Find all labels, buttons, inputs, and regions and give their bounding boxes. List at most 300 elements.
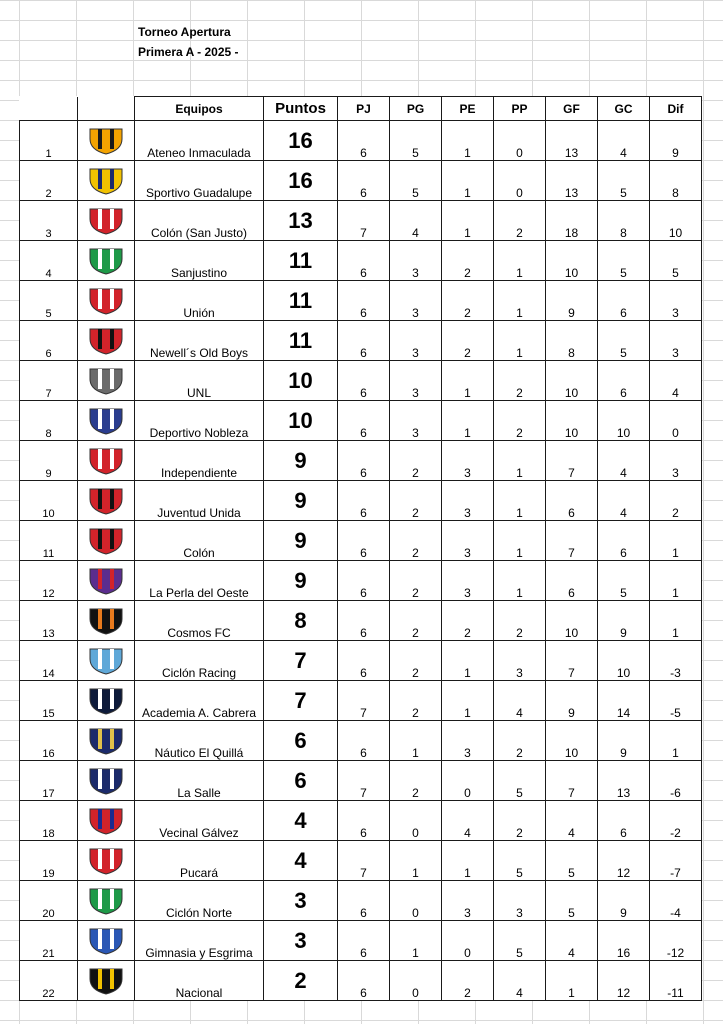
pp-cell: 2 [494, 401, 546, 441]
gc-cell: 13 [598, 761, 650, 801]
position-cell: 9 [20, 441, 78, 481]
pe-cell: 3 [442, 481, 494, 521]
pp-cell: 2 [494, 361, 546, 401]
newells-crest-icon [84, 327, 128, 355]
pp-cell: 5 [494, 841, 546, 881]
gf-cell: 10 [546, 361, 598, 401]
academia-cabrera-crest-icon [84, 687, 128, 715]
standings-table [19, 96, 702, 1001]
dif-cell: 9 [650, 121, 702, 161]
dif-cell: 3 [650, 321, 702, 361]
gf-cell: 7 [546, 441, 598, 481]
pj-cell: 6 [338, 161, 390, 201]
gf-cell: 10 [546, 401, 598, 441]
crest-cell [78, 681, 135, 721]
colon-san-justo-crest-icon [84, 207, 128, 235]
gc-cell: 10 [598, 401, 650, 441]
gc-cell: 9 [598, 721, 650, 761]
table-row [20, 921, 702, 961]
gc-cell: 5 [598, 241, 650, 281]
position-cell: 13 [20, 601, 78, 641]
pj-cell: 6 [338, 281, 390, 321]
dif-cell: 4 [650, 361, 702, 401]
dif-cell: -6 [650, 761, 702, 801]
pg-cell: 2 [390, 761, 442, 801]
gc-cell: 4 [598, 441, 650, 481]
table-row [20, 681, 702, 721]
dif-cell: 10 [650, 201, 702, 241]
gf-cell: 10 [546, 601, 598, 641]
union-crest-icon [84, 287, 128, 315]
crest-cell [78, 641, 135, 681]
points-cell: 11 [264, 241, 338, 281]
pp-cell: 4 [494, 681, 546, 721]
pe-cell: 1 [442, 201, 494, 241]
gc-cell: 12 [598, 961, 650, 1001]
pg-cell: 3 [390, 281, 442, 321]
pg-cell: 5 [390, 161, 442, 201]
division-subtitle: Primera A - 2025 - [138, 45, 239, 59]
ateneo-crest-icon [84, 127, 128, 155]
points-cell: 4 [264, 841, 338, 881]
pj-cell: 6 [338, 641, 390, 681]
table-row [20, 881, 702, 921]
team-name: Cosmos FC [135, 601, 264, 641]
team-name: Unión [135, 281, 264, 321]
points-cell: 11 [264, 281, 338, 321]
nacional-crest-icon [84, 967, 128, 995]
table-row [20, 441, 702, 481]
pj-cell: 6 [338, 561, 390, 601]
crest-cell [78, 521, 135, 561]
crest-cell [78, 721, 135, 761]
pe-cell: 2 [442, 321, 494, 361]
points-cell: 9 [264, 481, 338, 521]
pe-cell: 2 [442, 601, 494, 641]
pe-cell: 0 [442, 761, 494, 801]
pp-cell: 4 [494, 961, 546, 1001]
position-cell: 17 [20, 761, 78, 801]
pe-cell: 1 [442, 401, 494, 441]
gc-cell: 4 [598, 481, 650, 521]
pp-cell: 2 [494, 201, 546, 241]
gf-cell: 6 [546, 561, 598, 601]
pj-cell: 6 [338, 881, 390, 921]
colon-crest-icon [84, 527, 128, 555]
nautico-crest-icon [84, 727, 128, 755]
points-cell: 10 [264, 361, 338, 401]
dif-cell: 3 [650, 441, 702, 481]
pg-cell: 2 [390, 601, 442, 641]
gc-cell: 16 [598, 921, 650, 961]
pg-cell: 2 [390, 521, 442, 561]
pg-cell: 5 [390, 121, 442, 161]
header-gf: GF [546, 97, 598, 121]
pp-cell: 3 [494, 641, 546, 681]
gf-cell: 10 [546, 241, 598, 281]
crest-cell [78, 441, 135, 481]
pe-cell: 4 [442, 801, 494, 841]
table-row [20, 841, 702, 881]
points-cell: 2 [264, 961, 338, 1001]
header-points: Puntos [264, 97, 338, 121]
pj-cell: 7 [338, 761, 390, 801]
position-cell: 21 [20, 921, 78, 961]
pj-cell: 6 [338, 321, 390, 361]
crest-cell [78, 561, 135, 601]
gc-cell: 5 [598, 161, 650, 201]
header-pj: PJ [338, 97, 390, 121]
points-cell: 10 [264, 401, 338, 441]
pp-cell: 3 [494, 881, 546, 921]
position-cell: 11 [20, 521, 78, 561]
crest-cell [78, 161, 135, 201]
crest-cell [78, 801, 135, 841]
position-cell: 12 [20, 561, 78, 601]
position-cell: 6 [20, 321, 78, 361]
dif-cell: -3 [650, 641, 702, 681]
pj-cell: 7 [338, 201, 390, 241]
pg-cell: 3 [390, 241, 442, 281]
points-cell: 8 [264, 601, 338, 641]
pe-cell: 1 [442, 161, 494, 201]
team-name: Juventud Unida [135, 481, 264, 521]
gimnasia-crest-icon [84, 927, 128, 955]
gc-cell: 9 [598, 601, 650, 641]
gc-cell: 5 [598, 321, 650, 361]
gf-cell: 6 [546, 481, 598, 521]
pj-cell: 7 [338, 841, 390, 881]
pg-cell: 3 [390, 321, 442, 361]
la-salle-crest-icon [84, 767, 128, 795]
crest-cell [78, 961, 135, 1001]
ciclon-norte-crest-icon [84, 887, 128, 915]
team-name: Independiente [135, 441, 264, 481]
pp-cell: 2 [494, 721, 546, 761]
position-cell: 10 [20, 481, 78, 521]
pp-cell: 1 [494, 561, 546, 601]
pp-cell: 0 [494, 121, 546, 161]
crest-cell [78, 321, 135, 361]
points-cell: 6 [264, 721, 338, 761]
gc-cell: 5 [598, 561, 650, 601]
pp-cell: 1 [494, 441, 546, 481]
guadalupe-crest-icon [84, 167, 128, 195]
pe-cell: 3 [442, 521, 494, 561]
header-pp: PP [494, 97, 546, 121]
header-pe: PE [442, 97, 494, 121]
points-cell: 9 [264, 441, 338, 481]
position-cell: 22 [20, 961, 78, 1001]
pe-cell: 1 [442, 841, 494, 881]
pp-cell: 1 [494, 481, 546, 521]
table-row [20, 281, 702, 321]
gf-cell: 7 [546, 761, 598, 801]
points-cell: 16 [264, 121, 338, 161]
pg-cell: 0 [390, 881, 442, 921]
dif-cell: 0 [650, 401, 702, 441]
crest-cell [78, 361, 135, 401]
pj-cell: 6 [338, 401, 390, 441]
pg-cell: 1 [390, 841, 442, 881]
pj-cell: 6 [338, 961, 390, 1001]
points-cell: 9 [264, 561, 338, 601]
gc-cell: 10 [598, 641, 650, 681]
gc-cell: 6 [598, 801, 650, 841]
position-cell: 1 [20, 121, 78, 161]
team-name: Ateneo Inmaculada [135, 121, 264, 161]
table-row [20, 401, 702, 441]
pp-cell: 2 [494, 601, 546, 641]
pp-cell: 1 [494, 521, 546, 561]
standings-body [20, 121, 702, 1001]
juventud-unida-crest-icon [84, 487, 128, 515]
dif-cell: 1 [650, 601, 702, 641]
dif-cell: 3 [650, 281, 702, 321]
gf-cell: 7 [546, 521, 598, 561]
gc-cell: 6 [598, 361, 650, 401]
team-name: Colón (San Justo) [135, 201, 264, 241]
points-cell: 7 [264, 641, 338, 681]
crest-cell [78, 121, 135, 161]
header-blank-logo [78, 97, 135, 121]
team-name: La Perla del Oeste [135, 561, 264, 601]
position-cell: 19 [20, 841, 78, 881]
table-row [20, 361, 702, 401]
pj-cell: 6 [338, 241, 390, 281]
pe-cell: 2 [442, 281, 494, 321]
crest-cell [78, 281, 135, 321]
team-name: Ciclón Norte [135, 881, 264, 921]
pe-cell: 2 [442, 961, 494, 1001]
position-cell: 14 [20, 641, 78, 681]
pg-cell: 2 [390, 561, 442, 601]
dif-cell: -2 [650, 801, 702, 841]
points-cell: 9 [264, 521, 338, 561]
sheet-titles [138, 22, 239, 62]
dif-cell: -4 [650, 881, 702, 921]
dif-cell: 1 [650, 721, 702, 761]
position-cell: 4 [20, 241, 78, 281]
crest-cell [78, 841, 135, 881]
team-name: Deportivo Nobleza [135, 401, 264, 441]
team-name: Newell´s Old Boys [135, 321, 264, 361]
crest-cell [78, 881, 135, 921]
team-name: Pucará [135, 841, 264, 881]
pe-cell: 1 [442, 121, 494, 161]
pe-cell: 1 [442, 361, 494, 401]
team-name: Náutico El Quillá [135, 721, 264, 761]
pg-cell: 2 [390, 481, 442, 521]
crest-cell [78, 201, 135, 241]
table-row [20, 201, 702, 241]
pe-cell: 3 [442, 441, 494, 481]
gf-cell: 9 [546, 281, 598, 321]
gf-cell: 13 [546, 121, 598, 161]
gc-cell: 12 [598, 841, 650, 881]
pg-cell: 3 [390, 401, 442, 441]
team-name: Nacional [135, 961, 264, 1001]
team-name: UNL [135, 361, 264, 401]
dif-cell: 1 [650, 521, 702, 561]
pg-cell: 2 [390, 441, 442, 481]
crest-cell [78, 601, 135, 641]
dif-cell: -12 [650, 921, 702, 961]
team-name: Vecinal Gálvez [135, 801, 264, 841]
table-row [20, 481, 702, 521]
dif-cell: 2 [650, 481, 702, 521]
table-row [20, 961, 702, 1001]
header-dif: Dif [650, 97, 702, 121]
table-row [20, 721, 702, 761]
gf-cell: 18 [546, 201, 598, 241]
position-cell: 2 [20, 161, 78, 201]
pg-cell: 3 [390, 361, 442, 401]
table-row [20, 321, 702, 361]
position-cell: 18 [20, 801, 78, 841]
table-row [20, 161, 702, 201]
points-cell: 13 [264, 201, 338, 241]
dif-cell: 1 [650, 561, 702, 601]
points-cell: 16 [264, 161, 338, 201]
gf-cell: 5 [546, 881, 598, 921]
position-cell: 3 [20, 201, 78, 241]
team-name: Gimnasia y Esgrima [135, 921, 264, 961]
dif-cell: -7 [650, 841, 702, 881]
cosmos-crest-icon [84, 607, 128, 635]
team-name: Sanjustino [135, 241, 264, 281]
table-row [20, 521, 702, 561]
pe-cell: 3 [442, 721, 494, 761]
pg-cell: 2 [390, 641, 442, 681]
header-blank-pos [20, 97, 78, 121]
dif-cell: 5 [650, 241, 702, 281]
position-cell: 5 [20, 281, 78, 321]
pg-cell: 0 [390, 961, 442, 1001]
pj-cell: 6 [338, 801, 390, 841]
table-row [20, 801, 702, 841]
position-cell: 16 [20, 721, 78, 761]
gf-cell: 7 [546, 641, 598, 681]
team-name: Academia A. Cabrera [135, 681, 264, 721]
vecinal-galvez-crest-icon [84, 807, 128, 835]
crest-cell [78, 241, 135, 281]
gc-cell: 9 [598, 881, 650, 921]
pg-cell: 4 [390, 201, 442, 241]
tournament-title: Torneo Apertura [138, 25, 231, 39]
pj-cell: 6 [338, 601, 390, 641]
gf-cell: 4 [546, 801, 598, 841]
pg-cell: 2 [390, 681, 442, 721]
pe-cell: 3 [442, 881, 494, 921]
pp-cell: 5 [494, 761, 546, 801]
pe-cell: 1 [442, 681, 494, 721]
crest-cell [78, 401, 135, 441]
position-cell: 20 [20, 881, 78, 921]
independiente-crest-icon [84, 447, 128, 475]
pe-cell: 0 [442, 921, 494, 961]
pj-cell: 7 [338, 681, 390, 721]
gc-cell: 8 [598, 201, 650, 241]
position-cell: 7 [20, 361, 78, 401]
pj-cell: 6 [338, 441, 390, 481]
pp-cell: 0 [494, 161, 546, 201]
table-row [20, 241, 702, 281]
position-cell: 8 [20, 401, 78, 441]
pe-cell: 3 [442, 561, 494, 601]
table-row [20, 761, 702, 801]
points-cell: 11 [264, 321, 338, 361]
table-row [20, 121, 702, 161]
header-gc: GC [598, 97, 650, 121]
position-cell: 15 [20, 681, 78, 721]
pg-cell: 1 [390, 921, 442, 961]
points-cell: 7 [264, 681, 338, 721]
team-name: Sportivo Guadalupe [135, 161, 264, 201]
pj-cell: 6 [338, 721, 390, 761]
team-name: Colón [135, 521, 264, 561]
header-pg: PG [390, 97, 442, 121]
pp-cell: 1 [494, 321, 546, 361]
dif-cell: 8 [650, 161, 702, 201]
table-row [20, 561, 702, 601]
gf-cell: 10 [546, 721, 598, 761]
crest-cell [78, 921, 135, 961]
ciclon-racing-crest-icon [84, 647, 128, 675]
pg-cell: 0 [390, 801, 442, 841]
gc-cell: 4 [598, 121, 650, 161]
gf-cell: 5 [546, 841, 598, 881]
pe-cell: 1 [442, 641, 494, 681]
gf-cell: 4 [546, 921, 598, 961]
pj-cell: 6 [338, 361, 390, 401]
gf-cell: 1 [546, 961, 598, 1001]
pj-cell: 6 [338, 521, 390, 561]
pe-cell: 2 [442, 241, 494, 281]
gf-cell: 13 [546, 161, 598, 201]
header-team: Equipos [135, 97, 264, 121]
sanjustino-crest-icon [84, 247, 128, 275]
points-cell: 4 [264, 801, 338, 841]
pj-cell: 6 [338, 921, 390, 961]
gc-cell: 14 [598, 681, 650, 721]
points-cell: 3 [264, 921, 338, 961]
unl-crest-icon [84, 367, 128, 395]
gf-cell: 8 [546, 321, 598, 361]
table-row [20, 601, 702, 641]
dif-cell: -5 [650, 681, 702, 721]
nobleza-crest-icon [84, 407, 128, 435]
dif-cell: -11 [650, 961, 702, 1001]
pj-cell: 6 [338, 481, 390, 521]
gc-cell: 6 [598, 281, 650, 321]
pp-cell: 2 [494, 801, 546, 841]
pj-cell: 6 [338, 121, 390, 161]
la-perla-crest-icon [84, 567, 128, 595]
pp-cell: 1 [494, 281, 546, 321]
points-cell: 6 [264, 761, 338, 801]
team-name: Ciclón Racing [135, 641, 264, 681]
pucara-crest-icon [84, 847, 128, 875]
header-row [20, 97, 702, 121]
crest-cell [78, 761, 135, 801]
points-cell: 3 [264, 881, 338, 921]
pg-cell: 1 [390, 721, 442, 761]
gf-cell: 9 [546, 681, 598, 721]
pp-cell: 1 [494, 241, 546, 281]
team-name: La Salle [135, 761, 264, 801]
table-row [20, 641, 702, 681]
